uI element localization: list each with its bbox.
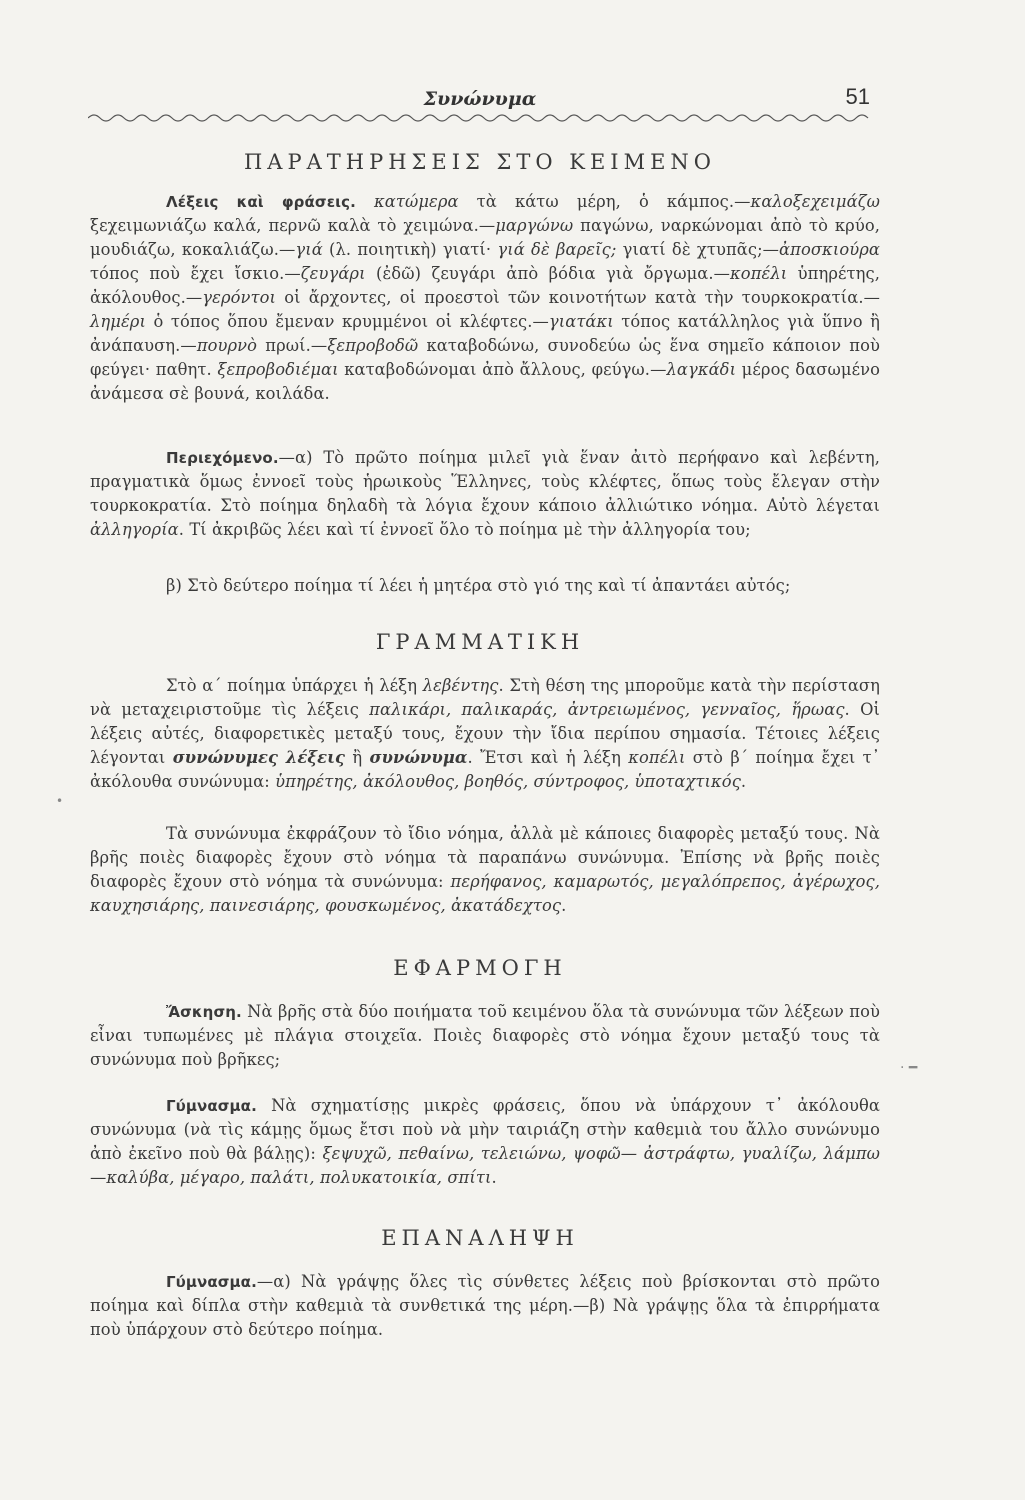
text-run: παγώνω, ναρκώνομαι ἀπὸ τὸ κρύο, μουδιάζω, κοκαλιάζω.—	[90, 216, 880, 259]
text-run: τόπος ποὺ ἔχει ἴσκιο.—	[90, 264, 301, 283]
text-run: μέρος δασωμένο ἀνάμεσα σὲ βουνά, κοιλάδα.	[90, 360, 880, 403]
paragraph-grammar-2	[90, 822, 880, 918]
text-run: —α) Νὰ γράψῃς ὅλες τὶς σύνθετες λέξεις ποὺ βρίσκονται στὸ πρῶτο ποίημα καὶ δίπλα στὴν καθεμιὰ τὰ συνθετικά της μέρη.—β) Νὰ γράψῃς ὅλα τὰ ἐπιρρήματα ποὺ ὑπάρχουν στὸ δεύτερο ποίημα.	[90, 1272, 880, 1339]
wavy-rule	[88, 112, 872, 124]
glossed-word: πουρνὸ	[196, 336, 258, 355]
lead-exercise: Ἄσκηση.	[166, 1003, 242, 1021]
glossed-word: γερόντοι	[202, 288, 277, 307]
text-run: τόπος κατάλληλος γιὰ ὕπνο ἢ ἀνάπαυση.—	[90, 312, 880, 355]
example-word: κοπέλι	[628, 748, 686, 767]
text-run: Νὰ βρῆς στὰ δύο ποιήματα τοῦ κειμένου ὅλα τὰ συνώνυμα τῶν λέξεων ποὺ εἶναι τυπωμένες μὲ πλάγια στοιχεῖα. Ποιὲς διαφορὲς στὸ νόημα ἔχουν μεταξύ τους τὰ συνώνυμα ποὺ βρῆκες;	[90, 1002, 880, 1069]
running-header	[90, 84, 870, 114]
glossed-word: λαγκάδι	[666, 360, 737, 379]
glossed-word: γιά δὲ βαρεῖς;	[497, 240, 617, 259]
glossed-word: κατώμερα	[373, 192, 459, 211]
paragraph-words-phrases	[90, 190, 880, 406]
paragraph-practice	[90, 1094, 880, 1190]
text-run: στὸ β΄ ποίημα ἔχει τ᾽ ἀκόλουθα συνώνυμα:	[90, 748, 880, 791]
text-run: οἱ ἄρχοντες, οἱ προεστοὶ τῶν κοινοτήτων κατὰ τὴν τουρκοκρατία.—	[276, 288, 880, 307]
text-run: .	[561, 896, 567, 915]
term-synonym-words: συνώνυμες λέξεις	[172, 748, 346, 767]
example-word: λεβέντης	[422, 676, 499, 695]
text-run: ὁ τόπος ὅπου ἔμεναν κρυμμένοι οἱ κλέφτες.—	[145, 312, 549, 331]
glossed-word: ξεπροβοδιέμαι	[217, 360, 339, 379]
text-run: (ἐδῶ) ζευγάρι ἀπὸ βόδια γιὰ ὄργωμα.—	[365, 264, 731, 283]
text-run: ξεχειμωνιάζω καλά, περνῶ καλὰ τὸ χειμώνα.—	[90, 216, 496, 235]
page-number: 51	[845, 84, 870, 109]
text-run: . Ἔτσι καὶ ἡ λέξη	[467, 748, 629, 767]
glossed-word: λημέρι	[90, 312, 146, 331]
text-run: . Στὴ θέση της μποροῦμε κατὰ τὴν περίσταση νὰ μεταχειριστοῦμε τὶς λέξεις	[90, 676, 881, 719]
text-run: (λ. ποιητικὴ) γιατί·	[322, 240, 498, 259]
paragraph-review	[90, 1270, 880, 1342]
text-run: πρωί.—	[257, 336, 328, 355]
lead-practice: Γύμνασμα.	[166, 1097, 257, 1115]
text-run: ὑπηρέτης, ἀκόλουθος.—	[90, 264, 880, 307]
text-run	[356, 192, 374, 211]
section-title-grammar: ΓΡΑΜΜΑΤΙΚΗ	[375, 630, 585, 654]
text-run: Στὸ α΄ ποίημα ὑπάρχει ἡ λέξη	[166, 676, 423, 695]
glossed-word: γιατάκι	[548, 312, 614, 331]
term-synonyms: συνώνυμα	[369, 748, 468, 767]
section-title-application: ΕΦΑΡΜΟΓΗ	[393, 956, 567, 980]
text-run: —α) Τὸ πρῶτο ποίημα μιλεῖ γιὰ ἕναν ἀιτὸ περήφανο καὶ λεβέντη, πραγματικὰ ὅμως ἐννοεῖ τοὺς ἡρωικοὺς Ἕλληνες, τοὺς κλέφτες, ὅπως τοὺς ἔλεγαν στὴν τουρκοκρατία. Στὸ ποίημα δηλαδὴ τὰ λόγια ἔχουν κάποιο ἀλλιώτικο νόημα. Αὐτὸ λέγεται	[90, 448, 880, 515]
glossed-word: ζευγάρι	[300, 264, 366, 283]
text-run: γιατί δὲ χτυπᾶς;—	[616, 240, 780, 259]
example-words: ὑπηρέτης, ἀκόλουθος, βοηθός, σύντροφος, ὑποταχτικός	[275, 772, 741, 791]
paragraph-content-a	[90, 446, 880, 542]
glossed-word: γιά	[295, 240, 323, 259]
lead-words-phrases: Λέξεις καὶ φράσεις.	[166, 193, 356, 211]
text-run: Τὰ συνώνυμα ἐκφράζουν τὸ ἴδιο νόημα, ἀλλὰ μὲ κάποιες διαφορὲς μεταξύ τους. Νὰ βρῆς ποιὲς διαφορὲς ἔχουν στὸ νόημα τὰ παραπάνω συνώνυμα. Ἐπίσης νὰ βρῆς ποιὲς διαφορὲς ἔχουν στὸ νόημα τὰ συνώνυμα:	[90, 824, 880, 891]
text-run: . Τί ἀκριβῶς λέει καὶ τί ἐννοεῖ ὅλο τὸ ποίημα μὲ τὴν ἀλληγορία του;	[178, 520, 751, 539]
paragraph-grammar-1	[90, 674, 880, 794]
stray-dot-mark: •	[56, 794, 64, 808]
text-run: .	[491, 1168, 497, 1187]
example-words: περήφανος, καμαρωτός, μεγαλόπρεπος, ἀγέρωχος, καυχησιάρης, παινεσιάρης, φουσκωμένος, ἀκατάδεχτος	[90, 872, 881, 915]
text-run: καταβοδώνομαι ἀπὸ ἄλλους, φεύγω.—	[338, 360, 667, 379]
text-run: τὰ κάτω μέρη, ὁ κάμπος.—	[458, 192, 751, 211]
paragraph-content-b: β) Στὸ δεύτερο ποίημα τί λέει ἡ μητέρα στὸ γιό της καὶ τί ἀπαντάει αὐτός;	[166, 576, 791, 595]
section-title-review: ΕΠΑΝΑΛΗΨΗ	[381, 1226, 579, 1250]
glossed-word: καλοξεχειμάζω	[750, 192, 881, 211]
running-title: Συνώνυμα	[423, 88, 537, 110]
glossed-word: ξεπροβοδῶ	[327, 336, 419, 355]
section-title-observations: ΠΑΡΑΤΗΡΗΣΕΙΣ ΣΤΟ ΚΕΙΜΕΝΟ	[243, 150, 717, 174]
example-words: παλικάρι, παλικαράς, ἀντρειωμένος, γενναῖος, ἥρωας	[369, 700, 845, 719]
text-run: ἢ	[345, 748, 370, 767]
practice-words: ξεψυχῶ, πεθαίνω, τελειώνω, ψοφῶ— ἀστράφτω, γυαλίζω, λάμπω—καλύβα, μέγαρο, παλάτι, πολυκατοικία, σπίτι	[90, 1144, 880, 1187]
lead-review: Γύμνασμα.	[166, 1273, 257, 1291]
text-run: .	[740, 772, 747, 791]
glossed-word: ἀποσκιούρα	[779, 240, 880, 259]
glossed-word: κοπέλι	[730, 264, 788, 283]
paragraph-exercise	[90, 1000, 880, 1072]
lead-content: Περιεχόμενο.	[166, 449, 279, 467]
text-run: . Οἱ λέξεις αὐτές, διαφορετικὲς μεταξύ τους, ἔχουν τὴν ἴδια περίπου σημασία. Τέτοιες λέξεις λέγονται	[90, 700, 881, 767]
text-run: Νὰ σχηματίσῃς μικρὲς φράσεις, ὅπου νὰ ὑπάρχουν τ᾽ ἀκόλουθα συνώνυμα (νὰ τὶς κάμῃς ὅμως ἔτσι ποὺ νὰ μὴν ταιριάζη στὴν καθεμιὰ του ἄλλο συνώνυμο ἀπὸ ἐκεῖνο ποὺ θὰ βάλῃς):	[90, 1096, 880, 1163]
stray-dash-mark: · ━	[900, 1060, 918, 1076]
glossed-word: μαργώνω	[495, 216, 574, 235]
term-allegory: ἀλληγορία	[90, 520, 179, 539]
text-run: καταβοδώνω, συνοδεύω ὡς ἕνα σημεῖο κάποιον ποὺ φεύγει· παθητ.	[90, 336, 881, 379]
